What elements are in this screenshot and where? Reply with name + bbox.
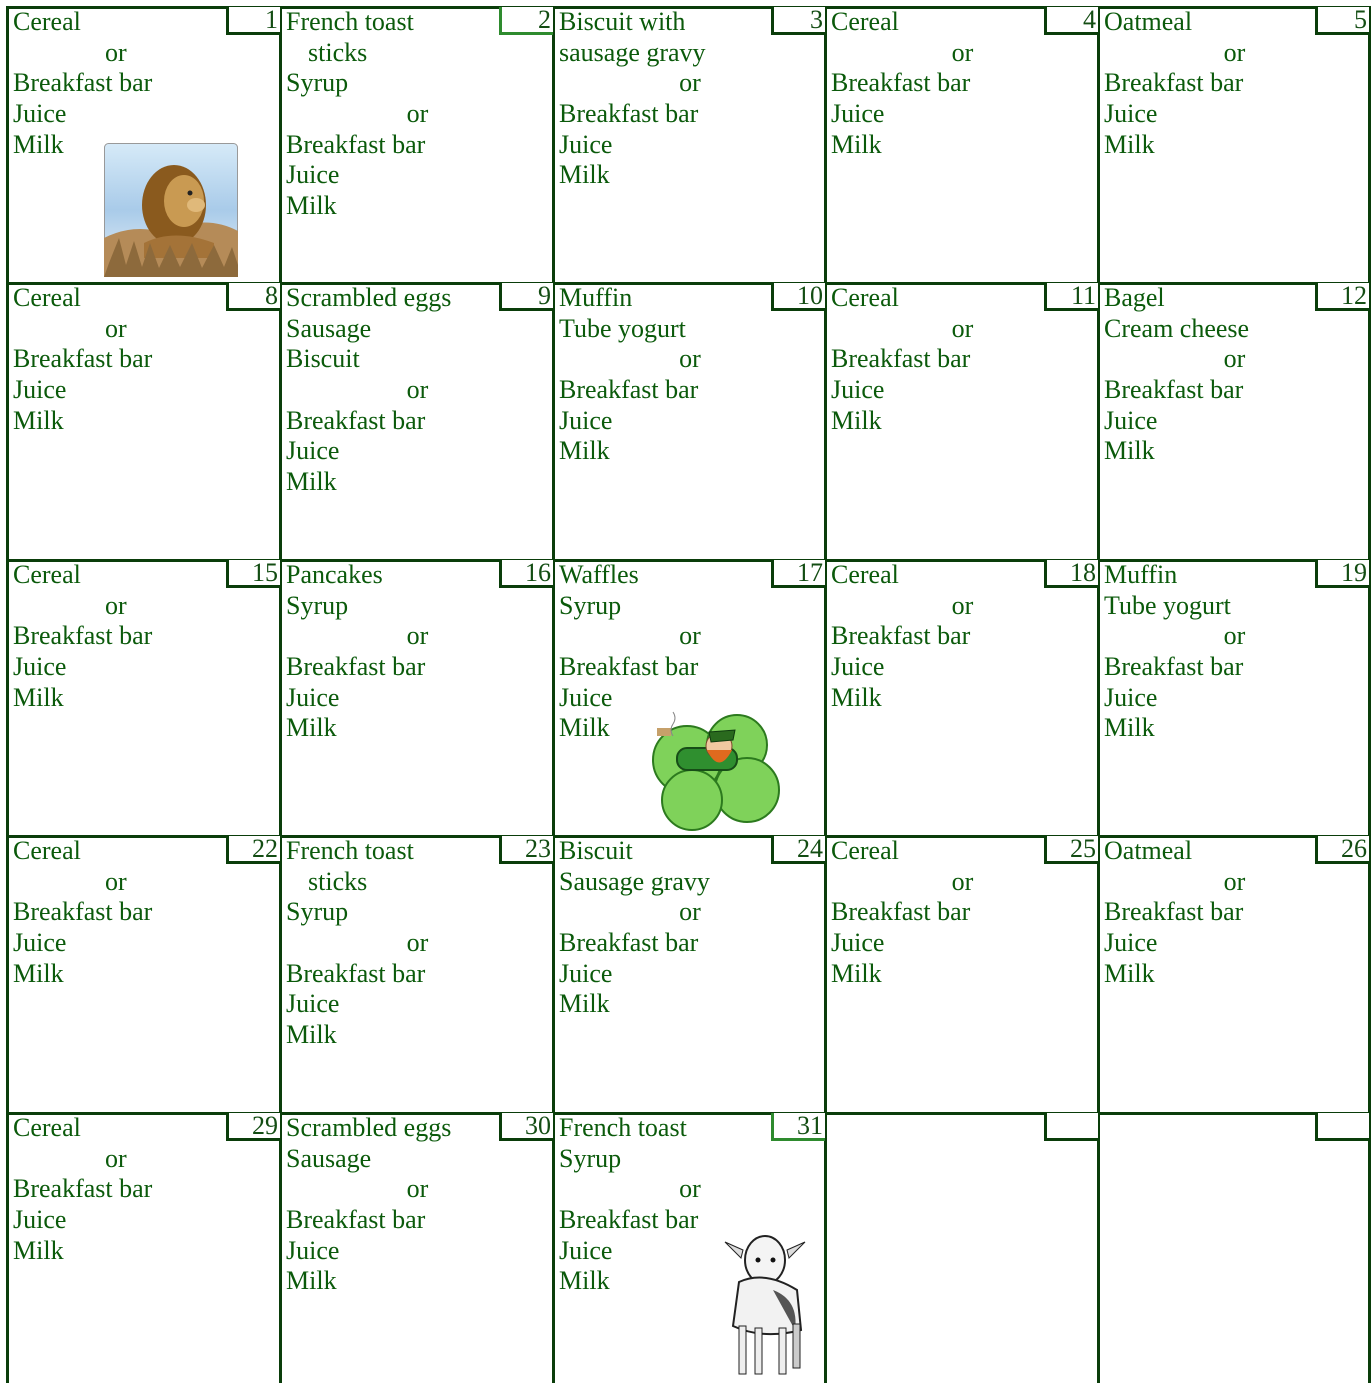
or-separator: or xyxy=(679,68,701,98)
calendar-day-cell xyxy=(282,834,553,1113)
menu-item: Biscuit xyxy=(286,344,360,374)
menu-item: Breakfast bar xyxy=(13,1174,153,1204)
menu-item: Milk xyxy=(286,713,337,743)
menu-item: Breakfast bar xyxy=(559,99,699,129)
lion-image xyxy=(104,143,238,282)
menu-item: Milk xyxy=(13,1235,64,1265)
menu-item: Cereal xyxy=(13,7,81,36)
calendar-day-cell xyxy=(9,5,280,283)
menu-item: Juice xyxy=(831,928,885,958)
breakfast-menu-calendar xyxy=(8,5,1370,1383)
day-number-box: 19 xyxy=(1315,560,1369,588)
menu-item: Juice xyxy=(13,1205,67,1235)
menu-item: Breakfast bar xyxy=(831,68,971,98)
or-separator: or xyxy=(105,313,127,343)
menu-item: Scrambled eggs xyxy=(286,1113,452,1142)
or-separator: or xyxy=(105,1143,127,1173)
or-separator: or xyxy=(406,621,429,651)
menu-item: Cereal xyxy=(13,560,81,589)
calendar-day-cell xyxy=(555,5,825,283)
menu-item: Juice xyxy=(286,1235,340,1265)
menu-item: Breakfast bar xyxy=(13,68,153,98)
menu-item: French toast xyxy=(559,1113,687,1142)
or-separator: or xyxy=(951,313,974,343)
menu-item: Juice xyxy=(1104,928,1158,958)
menu-item: Breakfast bar xyxy=(1104,897,1244,927)
menu-item: Juice xyxy=(831,375,885,405)
day-number-box xyxy=(1315,1113,1369,1141)
menu-item: Syrup xyxy=(286,590,349,620)
day-number-box: 10 xyxy=(771,283,825,311)
menu-item: Milk xyxy=(286,191,337,221)
menu-item: Breakfast bar xyxy=(286,1205,426,1235)
menu-item: Biscuit xyxy=(559,836,633,865)
day-number-box: 2 xyxy=(499,7,553,35)
menu-item: Breakfast bar xyxy=(831,621,971,651)
menu-item: Juice xyxy=(559,129,613,159)
menu-item: Tube yogurt xyxy=(559,313,686,343)
menu-item: Juice xyxy=(559,1235,613,1265)
day-number-box: 11 xyxy=(1044,283,1098,311)
calendar-day-cell xyxy=(1100,281,1369,560)
menu-item: Juice xyxy=(1104,99,1158,129)
menu-item: Milk xyxy=(559,1266,610,1296)
day-number-box: 29 xyxy=(226,1113,280,1141)
menu-item: Tube yogurt xyxy=(1104,590,1231,620)
menu-item: Bagel xyxy=(1104,283,1165,312)
menu-item: Breakfast bar xyxy=(286,129,426,159)
or-separator: or xyxy=(105,866,127,896)
or-separator: or xyxy=(951,37,974,67)
day-number-box: 9 xyxy=(499,283,553,311)
menu-item: Milk xyxy=(1104,958,1155,988)
or-separator: or xyxy=(406,928,429,958)
calendar-day-cell xyxy=(282,558,553,836)
menu-item: Milk xyxy=(559,713,610,743)
calendar-day-cell xyxy=(282,5,553,283)
menu-item: Juice xyxy=(831,99,885,129)
calendar-day-cell xyxy=(1100,558,1369,836)
menu-item: sticks xyxy=(308,866,368,896)
calendar-day-cell xyxy=(555,834,825,1113)
menu-item: Milk xyxy=(831,682,882,712)
menu-item: Juice xyxy=(559,682,613,712)
calendar-day-cell xyxy=(827,1115,1098,1382)
menu-item: Juice xyxy=(13,652,67,682)
menu-item: Breakfast bar xyxy=(559,652,699,682)
day-number-box: 16 xyxy=(499,560,553,588)
menu-item: Milk xyxy=(559,160,610,190)
calendar-day-cell xyxy=(9,834,280,1113)
menu-item: Milk xyxy=(831,129,882,159)
day-number-box: 31 xyxy=(771,1113,825,1141)
menu-item: Oatmeal xyxy=(1104,836,1193,865)
menu-item: Breakfast bar xyxy=(1104,652,1244,682)
menu-item: Breakfast bar xyxy=(831,897,971,927)
menu-item: Juice xyxy=(559,958,613,988)
menu-item: Cereal xyxy=(831,283,899,312)
day-number-box: 26 xyxy=(1315,836,1369,864)
day-number-box: 30 xyxy=(499,1113,553,1141)
menu-item: Breakfast bar xyxy=(831,344,971,374)
menu-item: Milk xyxy=(286,467,337,497)
menu-items xyxy=(286,836,549,1051)
menu-item: Cereal xyxy=(13,283,81,312)
day-number-box: 22 xyxy=(226,836,280,864)
menu-item: Milk xyxy=(1104,713,1155,743)
or-separator: or xyxy=(1223,344,1246,374)
menu-item: Milk xyxy=(13,682,64,712)
menu-item: Breakfast bar xyxy=(286,405,426,435)
menu-item: Breakfast bar xyxy=(286,958,426,988)
calendar-day-cell xyxy=(827,5,1098,283)
day-number-box: 3 xyxy=(771,7,825,35)
or-separator: or xyxy=(406,99,429,129)
menu-item: Sausage xyxy=(286,1143,372,1173)
menu-items xyxy=(286,283,549,498)
menu-item: sausage gravy xyxy=(559,37,706,67)
menu-item: Milk xyxy=(1104,129,1155,159)
calendar-day-cell xyxy=(827,558,1098,836)
calendar-day-cell xyxy=(9,281,280,560)
menu-item: Milk xyxy=(13,129,64,159)
leprechaun-shamrock-image xyxy=(637,700,785,839)
or-separator: or xyxy=(406,375,429,405)
menu-item: Juice xyxy=(1104,682,1158,712)
menu-item: Oatmeal xyxy=(1104,7,1193,36)
menu-item: Cereal xyxy=(13,836,81,865)
menu-item: Juice xyxy=(13,99,67,129)
menu-item: Waffles xyxy=(559,560,639,589)
menu-item: Juice xyxy=(286,436,340,466)
calendar-day-cell xyxy=(555,1111,825,1382)
day-number-box: 23 xyxy=(499,836,553,864)
day-number-box: 8 xyxy=(226,283,280,311)
menu-item: Juice xyxy=(286,989,340,1019)
menu-item: Breakfast bar xyxy=(13,897,153,927)
menu-item: Breakfast bar xyxy=(13,344,153,374)
day-number-box xyxy=(1044,1113,1098,1141)
calendar-day-cell xyxy=(9,1111,280,1382)
calendar-day-cell xyxy=(1100,5,1369,283)
menu-item: Juice xyxy=(13,928,67,958)
menu-item: Sausage xyxy=(286,313,372,343)
menu-item: Juice xyxy=(286,160,340,190)
day-number-box: 1 xyxy=(226,7,280,35)
menu-item: Juice xyxy=(559,405,613,435)
menu-item: Breakfast bar xyxy=(559,1205,699,1235)
day-number-box: 4 xyxy=(1044,7,1098,35)
menu-item: Juice xyxy=(831,652,885,682)
day-number-box: 24 xyxy=(771,836,825,864)
menu-item: Cream cheese xyxy=(1104,313,1250,343)
calendar-day-cell xyxy=(1100,1115,1369,1382)
or-separator: or xyxy=(105,590,127,620)
or-separator: or xyxy=(679,344,701,374)
menu-item: Syrup xyxy=(286,68,349,98)
menu-item: Breakfast bar xyxy=(1104,375,1244,405)
calendar-day-cell xyxy=(9,558,280,836)
calendar-day-cell xyxy=(282,1111,553,1382)
menu-item: Breakfast bar xyxy=(286,652,426,682)
menu-item: Milk xyxy=(13,405,64,435)
lamb-image xyxy=(703,1230,821,1385)
calendar-day-cell xyxy=(827,281,1098,560)
menu-item: Cereal xyxy=(831,7,899,36)
menu-item: Milk xyxy=(1104,436,1155,466)
menu-item: French toast xyxy=(286,836,414,865)
menu-item: Milk xyxy=(13,958,64,988)
menu-item: Syrup xyxy=(286,897,349,927)
menu-item: Muffin xyxy=(559,283,633,312)
or-separator: or xyxy=(679,621,701,651)
or-separator: or xyxy=(1223,866,1246,896)
menu-item: Cereal xyxy=(13,1113,81,1142)
or-separator: or xyxy=(1223,37,1246,67)
menu-item: Sausage gravy xyxy=(559,866,710,896)
menu-item: Milk xyxy=(831,405,882,435)
menu-item: Breakfast bar xyxy=(559,928,699,958)
calendar-day-cell xyxy=(555,558,825,836)
menu-item: Milk xyxy=(831,958,882,988)
menu-item: Cereal xyxy=(831,560,899,589)
menu-item: Pancakes xyxy=(286,560,383,589)
menu-item: Breakfast bar xyxy=(13,621,153,651)
or-separator: or xyxy=(105,37,127,67)
day-number-box: 15 xyxy=(226,560,280,588)
menu-item: Cereal xyxy=(831,836,899,865)
menu-item: Scrambled eggs xyxy=(286,283,452,312)
day-number-box: 25 xyxy=(1044,836,1098,864)
day-number-box: 18 xyxy=(1044,560,1098,588)
day-number-box: 5 xyxy=(1315,7,1369,35)
menu-item: Juice xyxy=(286,682,340,712)
menu-item: Milk xyxy=(559,436,610,466)
calendar-day-cell xyxy=(282,281,553,560)
or-separator: or xyxy=(679,1174,701,1204)
menu-item: sticks xyxy=(308,37,368,67)
or-separator: or xyxy=(951,590,974,620)
or-separator: or xyxy=(679,897,701,927)
day-number-box: 12 xyxy=(1315,283,1369,311)
menu-item: Muffin xyxy=(1104,560,1178,589)
menu-item: Juice xyxy=(1104,405,1158,435)
menu-item: Milk xyxy=(559,989,610,1019)
day-number-box: 17 xyxy=(771,560,825,588)
menu-item: Syrup xyxy=(559,590,622,620)
menu-items xyxy=(286,7,549,222)
or-separator: or xyxy=(951,866,974,896)
menu-item: Breakfast bar xyxy=(1104,68,1244,98)
menu-item: Biscuit with xyxy=(559,7,686,36)
menu-item: Syrup xyxy=(559,1143,622,1173)
calendar-day-cell xyxy=(827,834,1098,1113)
menu-item: Breakfast bar xyxy=(559,375,699,405)
calendar-day-cell xyxy=(1100,834,1369,1113)
calendar-day-cell xyxy=(555,281,825,560)
or-separator: or xyxy=(1223,621,1246,651)
menu-item: Milk xyxy=(286,1266,337,1296)
menu-item: Juice xyxy=(13,375,67,405)
or-separator: or xyxy=(406,1174,429,1204)
menu-item: Milk xyxy=(286,1020,337,1050)
menu-item: French toast xyxy=(286,7,414,36)
